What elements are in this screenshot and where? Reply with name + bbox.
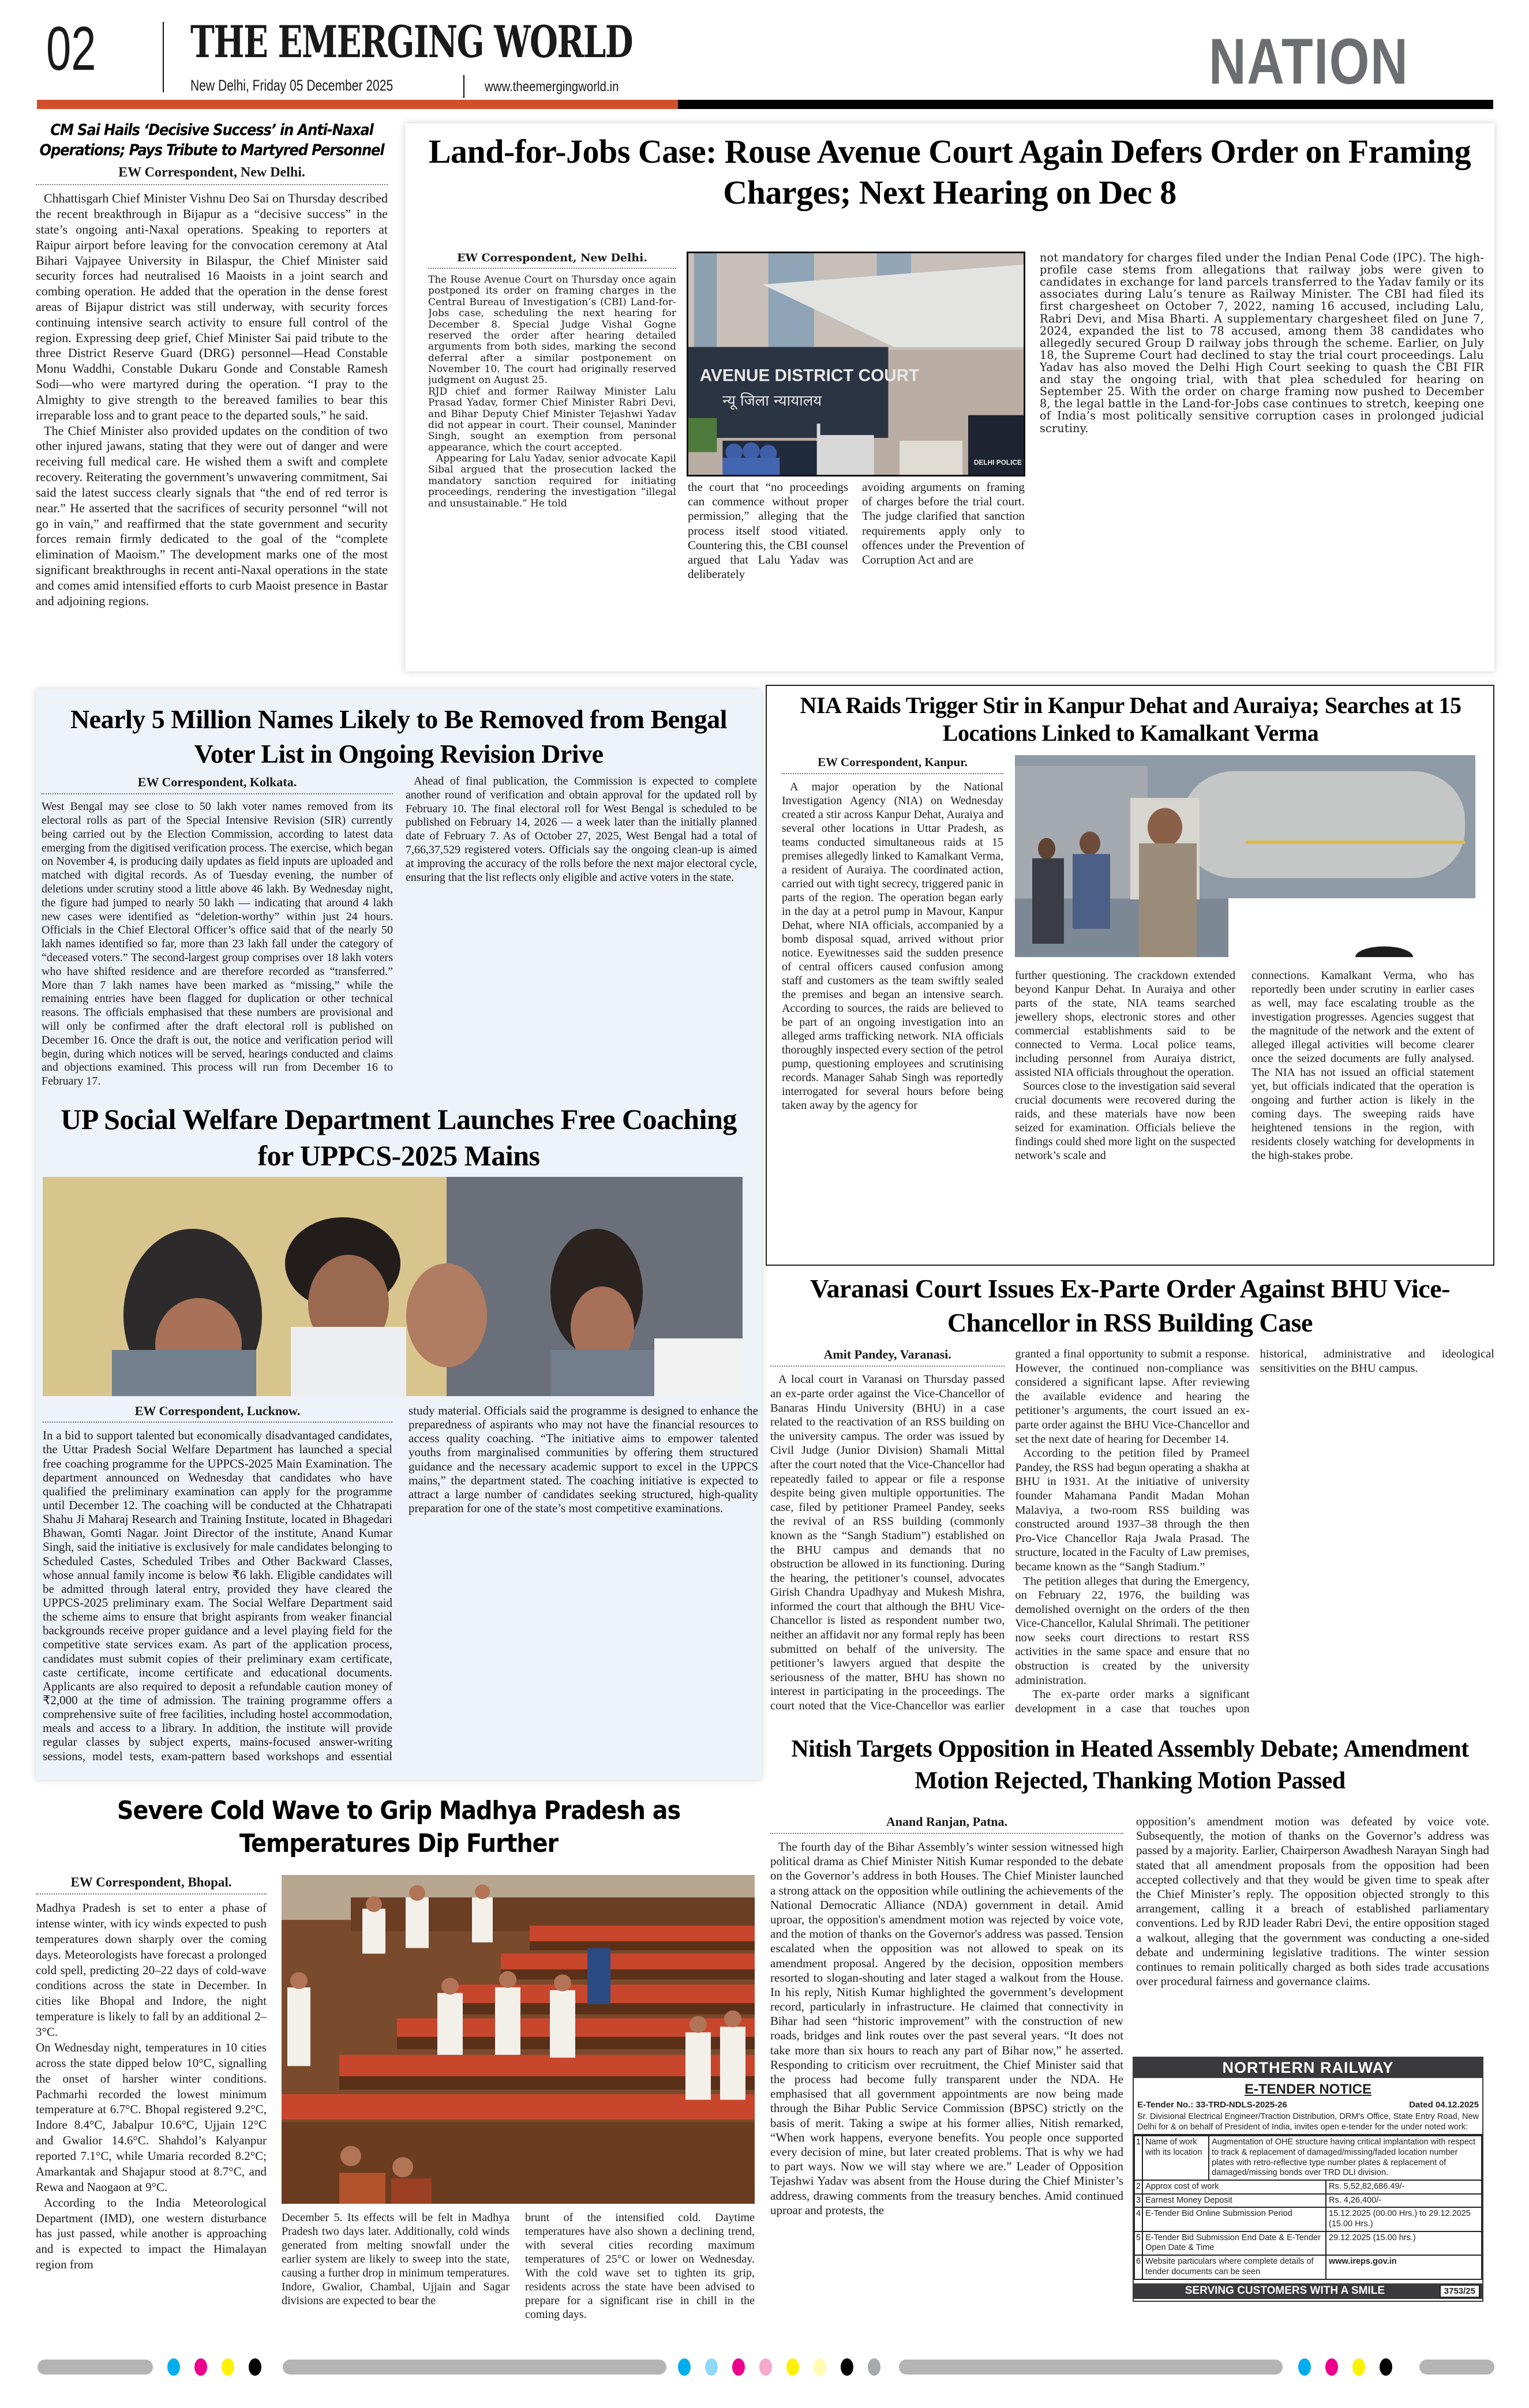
row-number: 3 <box>1134 2194 1142 2208</box>
byline: EW Correspondent, New Delhi. <box>428 252 676 269</box>
article-nitish <box>766 1734 1494 2348</box>
article-land-for-jobs <box>405 123 1494 672</box>
table-row <box>1134 2207 1482 2231</box>
tender-table <box>1134 2135 1482 2279</box>
column-2 <box>688 480 848 665</box>
assembly-photo <box>282 1875 755 2204</box>
paragraph: Ahead of final publication, the Commission is expected to complete another round of verification and obtain approval for the updated roll by February 10. The final electoral roll for West Bengal is scheduled to be published on February 14, 2026 — a week later than the initially planned date of February 7. As of October 27, 2025, West Bengal had a total of 7,66,37,529 registered voters. Officials say the ongoing clean-up is aimed at improving the accuracy of the rolls before the next major electoral cycle, ensuring that the list reflects only eligible and active voters in the state. <box>406 775 757 884</box>
table-row <box>1134 2180 1482 2194</box>
website-link[interactable]: www.theemergingworld.in <box>485 79 619 95</box>
registration-dot <box>1380 2358 1392 2376</box>
row-value: 29.12.2025 (15.00 hrs.) <box>1326 2231 1482 2255</box>
paragraph: According to the India Meteorological Department (IMD), one western disturbance has just passed, while another is approaching and is expected to impact the Himalayan region from <box>36 2195 267 2272</box>
tender-date: Dated 04.12.2025 <box>1409 2100 1479 2110</box>
headline <box>42 702 756 771</box>
headline <box>36 120 388 160</box>
article-cm-sai <box>36 120 388 682</box>
paragraph: The petition alleges that during the Emergency, on February 22, 1976, the building was demolished overnight on the orders of the then Vice-Chancellor, Kalulal Shrimali. The petitioner now seeks court directions to restart RSS activities in the same space and ensure that no obstruction is created by the university administration. <box>1015 1574 1250 1687</box>
headline-text: Varanasi Court Issues Ex-Parte Order Against BHU Vice-Chancellor in RSS Building Case <box>810 1274 1450 1337</box>
paragraph: A major operation by the National Investigation Agency (NIA) on Wednesday created a stir across Kanpur Dehat, Auraiya and several other locations in Uttar Pradesh, as teams conducted simultaneous raids at 15 premises allegedly linked to Kamalkant Verma, a resident of Auraiya. The coordinated action, carried out with tight secrecy, triggered panic in parts of the region. The operation began early in the day at a petrol pump in Mavour, Kanpur Dehat, where NIA officials, accompanied by a bomb disposal squad, arrived without prior notice. Eyewitnesses said the sudden presence of central officers caused confusion among staff and customers as the team swiftly sealed the premises and began an intensive search. According to sources, the raids are believed to be part of an ongoing investigation into an alleged arms trafficking network. NIA officials thoroughly inspected every section of the petrol pump, questioning employees and scrutinising records. Manager Sahab Singh was reportedly interrogated for several hours before being taken away by the agency for <box>782 781 1003 1112</box>
row-label: Approx cost of work <box>1142 2180 1326 2194</box>
table-row <box>1134 2194 1482 2208</box>
paragraph: A local court in Varanasi on Thursday passed an ex-parte order against the Vice-Chancellor of Banaras Hindu University (BHU) in a case related to the reactivation of an RSS building on the university campus. The order was issued by Civil Judge (Junior Division) Shamali Mittal after the court noted that the Vice-Chancellor had repeatedly failed to appear or file a response despite being given multiple opportunities. The case, filed by petitioner Prameel Pandey, seeks the revival of an RSS building (commonly known as the “Sangh Stadium”) established on the BHU campus and demands that no obstruction be allowed in its functioning. During the hearing, the petitioner’s counsel, advocates Girish Chandra Upadhyay and Mukesh Mishra, informed the court that although the BHU Vice-Chancellor is listed as respondent number two, neither an affidavit nor any formal reply has been submitted on behalf of the university. The petitioner’s lawyers argued that despite the seriousness of the matter, BHU has shown no interest in participating in the proceedings. The court noted that the Vice-Chancellor was earlier granted a final opportunity to submit a response. However, the continued non-compliance was considered a significant lapse. After reviewing the available evidence and hearing the petitioner’s arguments, the court issued an ex-parte order against the BHU Vice-Chancellor and set the next date of hearing for December 14. <box>770 1348 1250 1713</box>
tender-number-row <box>1134 2100 1482 2110</box>
row-number: 6 <box>1134 2255 1142 2279</box>
article-body <box>36 1900 267 2272</box>
row-number: 1 <box>1134 2136 1142 2180</box>
article-body <box>770 1840 1123 2218</box>
court-building-image <box>688 253 1024 475</box>
headline <box>36 1794 762 1860</box>
students-image <box>43 1177 743 1396</box>
registration-dot <box>249 2358 261 2376</box>
headline <box>771 692 1490 747</box>
registration-dot <box>786 2358 799 2376</box>
row-number: 2 <box>1134 2180 1142 2194</box>
row-value: Augmentation of OHE structure having critical implantation with respect to track & replacement of damaged/missing/faded location number plates with retro-reflective type number plates & replacement of damaged/missing bonds over TRD DLI division. <box>1209 2136 1482 2180</box>
dateline: New Delhi, Friday 05 December 2025 <box>190 77 394 94</box>
raid-photo <box>1015 755 1475 957</box>
article-cold-wave <box>36 1794 762 2351</box>
registration-dot <box>678 2358 691 2376</box>
row-label: E-Tender Bid Online Submission Period <box>1142 2207 1326 2231</box>
row-number: 4 <box>1134 2207 1142 2231</box>
headline <box>766 1734 1494 1796</box>
article-body <box>428 275 676 509</box>
masthead-divider <box>163 22 164 92</box>
table-row <box>1134 2136 1482 2180</box>
registration-dot <box>222 2358 234 2376</box>
registration-bar <box>1419 2360 1494 2375</box>
paragraph: avoiding arguments on framing of charges before the trial court. The judge clarified that sanction requirements apply only to offences under the Prevention of Corruption Act and are <box>862 480 1025 567</box>
paragraph: Appearing for Lalu Yadav, senior advocate Kapil Sibal argued that the prosecution lacked the mandatory sanction required for initiating proceedings, rendering the investigation “illegal and unsustainable.” He told <box>428 453 676 509</box>
registration-dot <box>841 2358 853 2376</box>
paragraph: not mandatory for charges filed under the Indian Penal Code (IPC). The high-profile case stems from allegations that railway jobs were given to candidates in exchange for land parcels transferred to the Yadav family or its associates during Lalu’s tenure as Railway Minister. The CBI had filed its first chargesheet on October 7, 2022, naming 16 accused, including Lalu, Rabri Devi, and Misa Bharti. A supplementary chargesheet filed on June 7, 2024, expanded the list to 78 accused, among them 38 candidates who allegedly secured Group D railway jobs through the scheme. Earlier, on July 18, the Supreme Court had declined to stay the trial court proceedings. Lalu Yadav has also moved the Delhi High Court seeking to quash the CBI FIR and stay the ongoing trial, with that plea scheduled for hearing on September 25. With the order on charge framing now pushed to December 8, the legal battle in the Land-for-Jobs case continues to stretch, keeping one of India’s most politically sensitive corruption cases in prolonged judicial scrutiny. <box>1040 252 1484 435</box>
up-coaching-body <box>43 1404 758 1773</box>
column-4 <box>1040 252 1484 665</box>
column-1 <box>770 1814 1123 2345</box>
article-body <box>42 775 757 1089</box>
paragraph: brunt of the intensified cold. Daytime temperatures have also shown a declining trend, with several cities recording maximum temperatures of 25°C or lower on Wednesday. With the cold wave set to tighten its grip, residents across the state have been advised to prepare for a significant rise in chill in the coming days. <box>525 2211 755 2321</box>
byline: EW Correspondent, Kolkata. <box>42 775 393 794</box>
paragraph: opposition’s amendment motion was defeated by voice vote. Subsequently, the motion of thanks on the Governor’s address was passed by a majority. Earlier, Chairperson Awadhesh Narayan Singh had stated that all amendment proposals from the opposition had been accepted collectively and that they would be given time to speak after the Chief Minister’s reply. The opposition objected strongly to this arrangement, calling it a breach of established parliamentary conventions. Led by RJD leader Rabri Devi, the entire opposition staged a walkout, alleging that the government was conducting a one-sided debate and undermining legislative traditions. The winter session continues to remain politically charged as both sides trade accusations over procedural fairness and governance claims. <box>1136 1814 1489 1989</box>
row-value: Rs. 5,52,82,686.49/- <box>1326 2180 1482 2194</box>
ad-code: 3753/25 <box>1440 2285 1480 2298</box>
paragraph: December 5. Its effects will be felt in Madhya Pradesh two days later. Additionally, cold winds generated from melting snowfall under the earlier system are likely to sweep into the state, causing a further drop in minimum temperatures. Indore, Gwalior, Chambal, Ujjain and Sagar divisions are expected to bear the <box>282 2211 509 2307</box>
tender-slogan <box>1134 2283 1482 2299</box>
slogan-text: SERVING CUSTOMERS WITH A SMILE <box>1185 2285 1385 2297</box>
headline-text: UP Social Welfare Department Launches Free Coaching for UPPCS-2025 Mains <box>61 1103 737 1172</box>
section-label: NATION <box>1209 25 1409 97</box>
article-bengal-voters <box>36 689 762 1780</box>
registration-dot <box>1325 2358 1338 2376</box>
registration-dot <box>194 2358 207 2376</box>
registration-dot <box>705 2358 718 2376</box>
court-photo <box>687 252 1025 477</box>
registration-bar <box>283 2360 666 2375</box>
van-label: DELHI POLICE <box>973 458 1022 467</box>
paragraph: In a bid to support talented but economically disadvantaged candidates, the Uttar Pradesh Social Welfare Department has launched a special free coaching programme for the UPPCS-2025 Main Examination. The department announced on Wednesday that candidates who have qualified the preliminary examination can apply for the programme until December 12. The coaching will be conducted at the Chhatrapati Shahu Ji Maharaj Research and Training Institute, located in Bhagedari Bhawan, Gomti Nagar. Joint Director of the institute, Anand Kumar Singh, said the initiative is exclusively for male candidates belonging to Scheduled Castes, Scheduled Tribes and Other Backward Classes, whose annual family income is below ₹6 lakh. Eligible candidates will be admitted through lateral entry, provided they have cleared the UPPCS-2025 preliminary exam. The Social Welfare Department said the scheme aims to ensure that bright aspirants from weaker financial backgrounds receive proper guidance and a level playing field for the competitive state services exam. As part of the application process, candidates must submit copies of their preliminary exam certificate, caste certificate, income certificate and educational documents. Applicants are also required to deposit a refundable caution money of ₹2,000 at the time of admission. The training programme offers a comprehensive suite of free facilities, including hostel accommodation, meals and access to a library. In addition, the institute will provide regular classes by subject experts, mains-focused answer-writing sessions, model tests, exam-pattern based workshops and essential study material. Officials said the programme is designed to enhance the preparedness of aspirants who may not have the financial resources to access quality coaching. “The initiative aims to empower talented youths from marginalised communities by offering them structured guidance and the necessary academic support to excel in the UPPCS mains,” the department stated. The coaching initiative is expected to attract a large number of candidates seeking structured, high-quality preparation for one of the state’s most competitive examinations. <box>43 1404 758 1763</box>
registration-dot <box>759 2358 772 2376</box>
paragraph: Chhattisgarh Chief Minister Vishnu Deo Sai on Thursday described the recent breakthrough in Bijapur as a “decisive success” in the state’s ongoing anti-Naxal operations. Speaking to reporters at Raipur airport before leaving for the convocation ceremony at Atal Bihari Vajpayee University in Bilaspur, the Chief Minister said security forces had neutralised 16 Maoists in a joint search and combing operation. He added that the operation in the dense forest areas of Bijapur district was still underway, with security forces continuing intensive search activity to ensure full control of the region. Expressing deep grief, Chief Minister Sai paid tribute to the three District Reserve Guard (DRG) personnel—Head Constable Monu Waddhi, Constable Dukaru Gonde and Constable Ramesh Sodi—who were martyred during the operation. “I pray to the Almighty to give strength to the bereaved families to bear this irreparable loss and to grant peace to the departed souls,” he said. <box>36 191 388 422</box>
row-value: Rs. 4,26,400/- <box>1326 2194 1482 2208</box>
paragraph: According to the petition filed by Prameel Pandey, the RSS had begun operating a shakha at BHU in 1931. At the initiative of university founder Mahamana Pandit Madan Mohan Malaviya, a two-room RSS building was constructed around 1937–38 through the then Pro-Vice Chancellor Raja Jwala Prasad. The structure, located in the Faculty of Law premises, became known as the “Sangh Stadium.” <box>1015 1447 1250 1573</box>
paragraph: The Rouse Avenue Court on Thursday once again postponed its order on framing charges in the Central Bureau of Investigation’s (CBI) Land-for-Jobs case, scheduling the next hearing for December 8. Special Judge Vishal Gogne reserved the order after hearing detailed arguments from both sides, marking the second deferral after a similar postponement on November 10. The court had originally reserved judgment on August 25. <box>428 275 676 387</box>
byline: EW Correspondent, Kanpur. <box>782 755 1003 774</box>
row-number: 5 <box>1134 2231 1142 2255</box>
registration-dot <box>1298 2358 1311 2376</box>
paragraph: RJD chief and former Railway Minister Lalu Prasad Yadav, former Chief Minister Rabri Devi, and Bihar Deputy Chief Minister Tejashwi Yadav did not appear in court. Their counsel, Maninder Singh, sought an exemption from personal appearance, which the court accepted. <box>428 385 676 453</box>
paragraph: The ex-parte order marks a significant development in a case that touches upon historical, administrative and ideological sensitivities on the BHU campus. <box>1015 1348 1494 1715</box>
registration-dot <box>732 2358 745 2376</box>
table-row <box>1134 2255 1482 2279</box>
row-label: Name of work with its location <box>1142 2136 1209 2180</box>
paragraph: The Chief Minister also provided updates on the condition of two other injured jawans, stating that they were out of danger and were receiving full medical care. He wished them a swift and complete recovery. Reiterating the government’s unwavering commitment, Sai said the latest success clearly signals that “the end of red terror is near.” He asserted that the sacrifices of security personnel “will not go in vain,” and reaffirmed that the state government and security forces remain firmly dedicated to the goal of the “complete elimination of Maoism.” The development marks one of the most significant breakthroughs in recent anti-Naxal operations in the state and comes amid intensified efforts to curb Maoist presence in Bastar and adjoining regions. <box>36 423 388 608</box>
column-2 <box>282 2211 509 2348</box>
article-body <box>770 1347 1494 1722</box>
column-3 <box>525 2211 755 2348</box>
byline: EW Correspondent, Lucknow. <box>43 1404 392 1423</box>
headline-text: CM Sai Hails ‘Decisive Success’ in Anti-Naxal Operations; Pays Tribute to Martyred Personnel <box>39 121 384 160</box>
column-1 <box>428 252 676 662</box>
tender-advertisement <box>1133 2057 1483 2302</box>
column-3 <box>1251 969 1474 1262</box>
column-2 <box>1136 1814 1489 2051</box>
paragraph: The fourth day of the Bihar Assembly’s winter session witnessed high political drama as Chief Minister Nitish Kumar responded to the debate on the Governor’s address in both Houses. The Chief Minister launched a strong attack on the opposition while outlining the achievements of the National Democratic Alliance (NDA) government in detail. Amid uproar, the opposition's amendment motion was rejected by voice vote, and the motion of thanks on the Governor's address was passed. Tension escalated when the opposition was not allowed to speak on its amendment proposal. Angered by the decision, opposition members resorted to slogan-shouting and later staged a walkout from the House. In his reply, Nitish Kumar highlighted the government’s development record, particularly in infrastructure. He claimed that connectivity in Bihar had seen “historic improvement” with the construction of new roads, bridges and link routes over the past several years. “It does not take more than six hours to reach any part of Bihar now,” he asserted. Responding to criticism over recruitment, the Chief Minister said that the process had become fully transparent under the NDA. He emphasised that all government appointments are now being made through the Bihar Public Service Commission (BPSC) strictly on the basis of merit. Taking a swipe at his former allies, Nitish remarked, “When work happens, everyone benefits. You people once supported every decision of mine, but later created problems. That is why we had to part ways. Now we will stay where we are.” Leader of Opposition Tejashwi Yadav was absent from the House during the Chief Minister’s address, drawing comments from the treasury benches. Amid continued uproar and protests, the <box>770 1840 1123 2217</box>
article-body <box>36 191 388 609</box>
raid-scene-image <box>1015 755 1475 957</box>
students-photo <box>43 1177 743 1396</box>
page-number: 02 <box>46 13 96 83</box>
up-coaching-headline <box>42 1101 756 1173</box>
masthead-rule-red <box>37 100 678 109</box>
paragraph: Sources close to the investigation said several crucial documents were recovered during the raids, and these materials have now been seized for examination. Officials believe the findings could shed more light on the suspected network’s scale and <box>1015 1080 1235 1162</box>
paragraph: Madhya Pradesh is set to enter a phase of intense winter, with icy winds expected to push temperatures down sharply over the coming days. Meteorologists have forecast a prolonged cold spell, predicting 20–22 days of cold-wave conditions across the state in December. In cities like Bhopal and Indore, the night temperature is likely to fall by an additional 2–3°C. <box>36 1901 267 2039</box>
registration-dot <box>1352 2358 1365 2376</box>
sign-english: AVENUE DISTRICT COURT <box>699 366 920 385</box>
article-body <box>782 780 1003 1112</box>
paragraph: connections. Kamalkant Verma, who has reportedly been under scrutiny in earlier cases as well, may face escalating trouble as the investigation progresses. Agencies suggest that the magnitude of the network and the extent of alleged illegal activities will become clearer once the seized documents are fully analysed. The NIA has not issued an official statement yet, but officials indicated that the operation is ongoing and further action is likely in the coming days. The sweeping raids have heightened tensions in the region, with residents closely watching for developments in the high-stakes probe. <box>1251 969 1474 1162</box>
paragraph: On Wednesday night, temperatures in 10 cities across the state dipped below 10°C, signalling the onset of harsher winter conditions. Pachmarhi recorded the lowest minimum temperature at 6.7°C. Bhopal registered 9.2°C, Indore 8.4°C, Jabalpur 10.6°C, Ujjain 12°C and Gwalior 14.6°C. Shahdol’s Kalyanpur reported 7.1°C, while Umaria recorded 8.2°C; Amarkantak and Shajapur stood at 8.7°C, and Rewa and Naogaon at 9°C. <box>36 2040 267 2194</box>
byline: Anand Ranjan, Patna. <box>770 1814 1123 1834</box>
article-varanasi <box>766 1272 1494 1728</box>
byline: Amit Pandey, Varanasi. <box>770 1347 1005 1367</box>
registration-dot <box>167 2358 180 2376</box>
assembly-hall-image <box>282 1875 755 2204</box>
headline <box>417 132 1483 213</box>
column-2 <box>1015 969 1235 1262</box>
registration-bar <box>899 2360 1283 2375</box>
byline: EW Correspondent, New Delhi. <box>36 165 388 185</box>
sign-hindi: न्यू जिला न्यायालय <box>722 392 822 410</box>
article-nia-raids <box>766 685 1494 1266</box>
row-value: 15.12.2025 (00.00 Hrs.) to 29.12.2025 (15.00 Hrs.) <box>1326 2207 1482 2231</box>
column-1 <box>36 1875 267 2348</box>
column-1 <box>782 755 1003 1262</box>
tender-intro: Sr. Divisional Electrical Engineer/Traction Distribution, DRM's Office, State Entry Road, New Delhi for & on behalf of President of India, invites open e-tender for the under noted work: <box>1134 2110 1482 2135</box>
headline-text: Land-for-Jobs Case: Rouse Avenue Court Again Defers Order on Framing Charges; Next Hearing on Dec 8 <box>428 133 1471 211</box>
column-3 <box>862 480 1025 665</box>
headline-text: Severe Cold Wave to Grip Madhya Pradesh as Temperatures Dip Further <box>117 1796 681 1859</box>
headline <box>766 1272 1494 1340</box>
registration-dot <box>814 2358 826 2376</box>
row-label: E-Tender Bid Submission End Date & E-Tender Open Date & Time <box>1142 2231 1326 2255</box>
headline-text: Nitish Targets Opposition in Heated Assembly Debate; Amendment Motion Rejected, Thanking Motion Passed <box>791 1736 1469 1794</box>
registration-dot <box>868 2358 880 2376</box>
paragraph: West Bengal may see close to 50 lakh voter names removed from its electoral rolls as part of the Special Intensive Revision (SIR) currently being carried out by the Election Commission, according to latest data emerging from the digitised verification process. The exercise, which began on November 4, is producing daily updates as field inputs are uploaded and matched with digital records. As of Tuesday evening, the number of deletions under scrutiny stood a little above 46 lakh. By Wednesday night, the figure had jumped to nearly 50 lakh — indicating that around 4 lakh new cases were identified as “deletion-worthy” within just 24 hours. Officials in the Chief Electoral Officer’s office said that of the nearly 50 lakh names identified so far, more than 23 lakh fall under the category of “deceased voters.” The second-largest group comprises over 18 lakh voters who have shifted residence and are therefore recorded as “transferred.” More than 7 lakh names have been marked as “missing,” while the remaining entries have been flagged for duplication or other technical reasons. The officials emphasised that these numbers are provisional and will only be confirmed after the draft electoral roll is published on December 16. Once the draft is out, the notice and verification period will begin, during which notices will be served, hearings conducted and claims and objections examined. This process will run from December 16 to February 17. <box>42 800 393 1088</box>
dateline-divider <box>463 75 464 98</box>
headline-text: Nearly 5 Million Names Likely to Be Removed from Bengal Voter List in Ongoing Revision Drive <box>70 704 728 768</box>
masthead-rule-black <box>678 100 1493 109</box>
tender-website-link[interactable]: www.ireps.gov.in <box>1326 2255 1482 2279</box>
registration-bar <box>38 2360 153 2375</box>
paragraph: further questioning. The crackdown extended beyond Kanpur Dehat. In Auraiya and other parts of the state, NIA teams searched jewellery shops, electronic stores and other commercial establishments said to be connected to Verma. Local police teams, including personnel from Auraiya district, assisted NIA officials throughout the operation. <box>1015 969 1235 1079</box>
byline: EW Correspondent, Bhopal. <box>36 1875 267 1895</box>
newspaper-title: THE EMERGING WORLD <box>190 16 633 67</box>
tender-org: NORTHERN RAILWAY <box>1134 2058 1482 2078</box>
row-label: Earnest Money Deposit <box>1142 2194 1326 2208</box>
paragraph: the court that “no proceedings can commence without proper permission,” alleging that the process itself stood vitiated. Countering this, the CBI counsel argued that Lalu Yadav was deliberately <box>688 480 848 582</box>
tender-title: E-TENDER NOTICE <box>1244 2081 1371 2097</box>
row-label: Website particulars where complete details of tender documents can be seen <box>1142 2255 1326 2279</box>
tender-number: E-Tender No.: 33-TRD-NDLS-2025-26 <box>1137 2100 1287 2110</box>
headline-text: NIA Raids Trigger Stir in Kanpur Dehat and Auraiya; Searches at 15 Locations Linked to Kamalkant Verma <box>800 692 1461 746</box>
table-row <box>1134 2231 1482 2255</box>
